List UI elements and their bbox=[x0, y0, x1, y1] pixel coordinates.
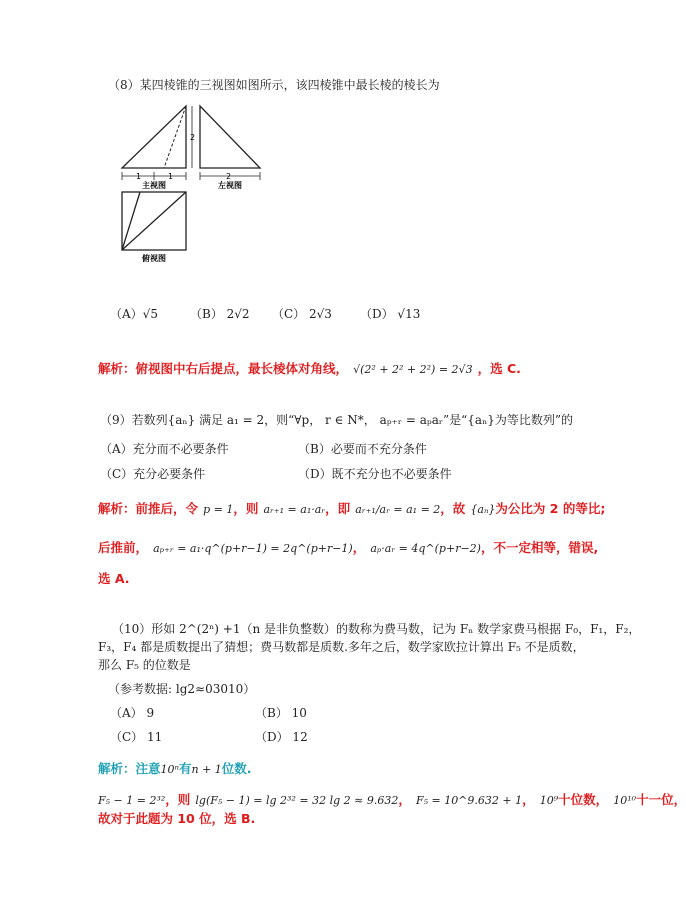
q10-a1-text3: ， bbox=[522, 792, 535, 807]
top-view-label: 俯视图 bbox=[142, 254, 166, 263]
dim-front-right: 1 bbox=[168, 172, 174, 181]
q9-option-a: （A）充分而不必要条件 bbox=[100, 442, 229, 456]
q10-option-d: （D） 12 bbox=[255, 730, 308, 744]
q10-analysis-line1 bbox=[98, 789, 686, 808]
q10-note-text1: 解析：注意 bbox=[98, 761, 161, 776]
q10-stem-line2: F₃，F₄ 都是质数提出了猜想；费马数都是质数.多年之后，数学家欧拉计算出 F₅ 不是质数， bbox=[98, 640, 585, 654]
q10-a1-math1: F₅ − 1 = 2³² bbox=[98, 794, 166, 807]
q8-option-b: （B） 2√2 bbox=[190, 307, 250, 321]
q8-option-c: （C） 2√3 bbox=[272, 307, 332, 321]
q9-analysis-line3: 选 A. bbox=[98, 571, 130, 586]
q9-a1-text2: ，则 bbox=[233, 501, 259, 516]
q10-analysis-line2: 故对于此题为 10 位，选 B. bbox=[98, 811, 256, 826]
q10-note-math1: 10ⁿ bbox=[160, 763, 179, 776]
q9-a2-text3: ，不一定相等，错误, bbox=[480, 540, 599, 555]
q8-analysis-math: √(2² + 2² + 2²) = 2√3 bbox=[353, 363, 473, 376]
q9-a1-math1: p = 1 bbox=[203, 503, 234, 516]
q8-option-d: （D） √13 bbox=[360, 307, 421, 321]
q9-option-d: （D）既不充分也不必要条件 bbox=[298, 467, 452, 481]
q10-a1-text1: ，则 bbox=[165, 792, 191, 807]
dim-front-left: 1 bbox=[136, 172, 142, 181]
q9-a2-text: 后推前， bbox=[98, 540, 149, 555]
dim-height: 2 bbox=[190, 133, 196, 142]
q9-a1-text: 解析：前推后，令 bbox=[98, 501, 199, 516]
q8-stem: （8）某四棱锥的三视图如图所示，该四棱锥中最长棱的棱长为 bbox=[108, 78, 440, 92]
q8-option-a: （A）√5 bbox=[110, 307, 158, 321]
q10-stem-line3: 那么 F₅ 的位数是 bbox=[98, 658, 191, 672]
q10-note-text2: 有 bbox=[178, 761, 192, 776]
q9-stem bbox=[100, 411, 573, 428]
q10-note-math2: n + 1 bbox=[191, 763, 222, 776]
q8-analysis-suffix: ，选 C. bbox=[477, 361, 521, 376]
q9-option-b: （B）必要而不充分条件 bbox=[298, 442, 427, 456]
q9-a2-text2: ， bbox=[352, 540, 366, 555]
q9-stem-part2: {aₙ} 满足 a₁ = 2，则“∀p， r ∈ N*， aₚ₊ᵣ = aₚaᵣ”是“{aₙ}为等比数列”的 bbox=[167, 413, 574, 427]
q8-analysis bbox=[98, 358, 521, 377]
front-view-label: 主视图 bbox=[142, 181, 166, 190]
q10-a1-math2: lg(F₅ − 1) = lg 2³² = 32 lg 2 ≈ 9.632 bbox=[195, 794, 399, 807]
q10-note-text3: 位数. bbox=[221, 761, 252, 776]
q10-a1-text2: ， bbox=[398, 792, 411, 807]
q10-option-b: （B） 10 bbox=[255, 706, 307, 720]
q8-analysis-prefix: 解析：俯视图中右后提点，最长棱体对角线， bbox=[98, 361, 349, 376]
q10-option-a: （A） 9 bbox=[110, 706, 155, 720]
q10-reference: （参考数据: lg2≈03010） bbox=[108, 682, 256, 696]
side-view-drawing bbox=[200, 106, 260, 190]
top-view-drawing bbox=[122, 192, 186, 263]
front-view-drawing bbox=[122, 106, 195, 190]
q10-stem-line1: （10）形如 2^(2ⁿ) +1（n 是非负整数）的数称为费马数，记为 Fₙ 数学家费马根据 F₀，F₁，F₂， bbox=[112, 622, 641, 636]
q9-a1-text5: 为公比为 2 的等比; bbox=[495, 501, 606, 516]
q9-stem-part1: （9）若数列 bbox=[100, 413, 168, 427]
q9-option-c: （C）充分必要条件 bbox=[100, 467, 206, 481]
three-view-figure bbox=[118, 96, 268, 266]
q9-a1-text3: ，即 bbox=[325, 501, 351, 516]
q10-a1-math5: 10¹⁰ bbox=[613, 794, 637, 807]
dim-side: 2 bbox=[226, 172, 232, 181]
q10-a1-math3: F₅ = 10^9.632 + 1 bbox=[415, 794, 523, 807]
q9-a2-math1: aₚ₊ᵣ = a₁·q^(p+r−1) = 2q^(p+r−1) bbox=[153, 542, 353, 555]
q9-a1-math3: aᵣ₊₁/aᵣ = a₁ = 2 bbox=[355, 503, 441, 516]
q9-a1-math4: {aₙ} bbox=[470, 503, 496, 516]
side-view-label: 左视图 bbox=[218, 181, 242, 190]
q10-a1-text4: 十位数， bbox=[558, 792, 609, 807]
q9-a1-text4: ，故 bbox=[440, 501, 466, 516]
q10-a1-text5: 十一位， bbox=[636, 792, 686, 807]
q10-a1-math4: 10⁹ bbox=[539, 794, 559, 807]
q10-option-c: （C） 11 bbox=[110, 730, 163, 744]
q9-analysis-line2 bbox=[98, 537, 598, 556]
q9-a1-math2: aᵣ₊₁ = a₁·aᵣ bbox=[263, 503, 326, 516]
q9-analysis-line1 bbox=[98, 498, 605, 517]
q10-analysis-note bbox=[98, 758, 252, 777]
q9-a2-math2: aₚ·aᵣ = 4q^(p+r−2) bbox=[370, 542, 481, 555]
